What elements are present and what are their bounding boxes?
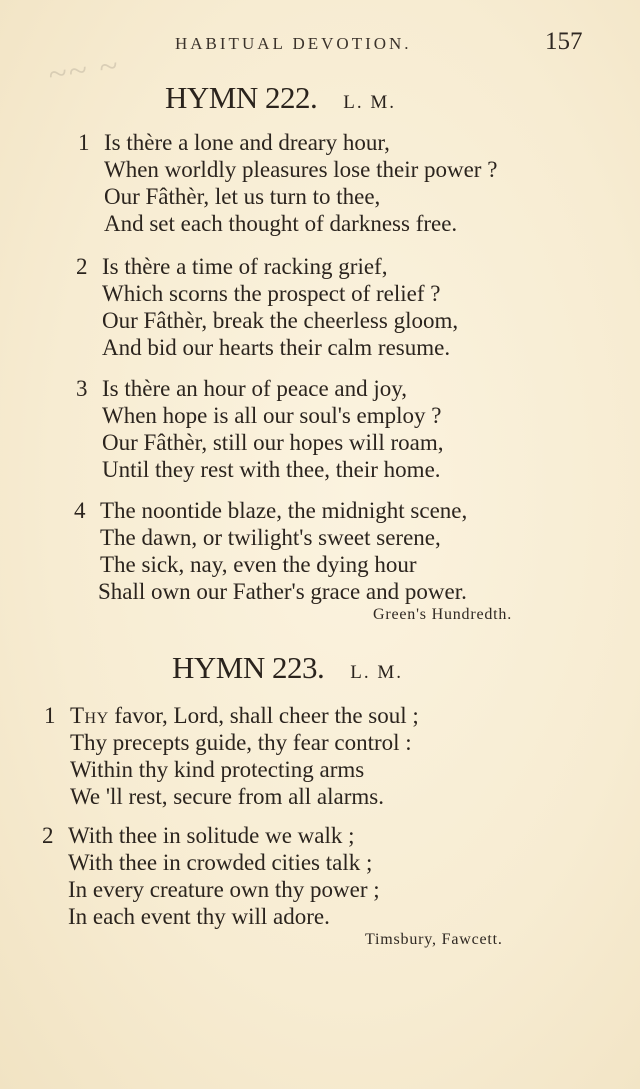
hymn-223-stanza-2-line-2: With thee in crowded cities talk ;	[68, 850, 373, 875]
hymn-222-meter: L. M.	[343, 92, 396, 113]
hymn-222-stanza-4-line-2: The dawn, or twilight's sweet serene,	[100, 525, 441, 550]
verse-text: Is thère a lone and dreary hour,	[104, 130, 390, 155]
hymn-222-stanza-2-line-4: And bid our hearts their calm resume.	[102, 335, 451, 360]
hymn-223-stanza-1-line-3: Within thy kind protecting arms	[70, 757, 365, 782]
hymn-222-stanza-2-line-2: Which scorns the prospect of relief ?	[102, 281, 441, 306]
stanza-number: 2	[42, 823, 54, 848]
hymn-223-stanza-2-line-1	[42, 823, 355, 849]
hymn-222-stanza-4-line-3: The sick, nay, even the dying hour	[100, 552, 417, 577]
stanza-number: 2	[76, 254, 88, 279]
hymn-222-stanza-3-line-1	[76, 376, 407, 402]
verse-text: The noontide blaze, the midnight scene,	[100, 498, 468, 523]
verse-text: Is thère an hour of peace and joy,	[102, 376, 408, 401]
hymn-223-stanza-1-line-4: We 'll rest, secure from all alarms.	[70, 784, 384, 809]
stanza-number: 1	[44, 703, 56, 728]
hymn-222-stanza-2-line-1	[76, 254, 387, 280]
hymn-222-stanza-1-line-4: And set each thought of darkness free.	[104, 211, 458, 236]
stanza-number: 4	[74, 498, 86, 523]
hymn-222-tune: Green's Hundredth.	[373, 606, 513, 623]
hymn-222-stanza-4-line-1	[74, 498, 467, 524]
stanza-number: 1	[78, 130, 90, 155]
hymn-223-number: HYMN 223.	[172, 650, 325, 685]
verse-text: Is thère a time of racking grief,	[102, 254, 388, 279]
stanza-number: 3	[76, 376, 88, 401]
hymn-222-stanza-1-line-1	[78, 130, 390, 156]
hymn-223-stanza-2-line-4: In each event thy will adore.	[68, 904, 330, 929]
hymn-223-title	[172, 650, 403, 686]
hymn-223-tune: Timsbury, Fawcett.	[365, 931, 503, 948]
hymn-223-stanza-1-line-1	[44, 703, 419, 729]
verse-text: favor, Lord, shall cheer the soul ;	[108, 703, 419, 728]
hymn-223-meter: L. M.	[350, 662, 403, 683]
verse-text: With thee in solitude we walk ;	[68, 823, 355, 848]
page-number: 157	[545, 28, 583, 55]
hymn-222-stanza-1-line-2: When worldly pleasures lose their power ?	[104, 157, 498, 182]
hymn-222-stanza-3-line-4: Until they rest with thee, their home.	[102, 457, 441, 482]
hymn-222-stanza-1-line-3: Our Fâthèr, let us turn to thee,	[104, 184, 381, 209]
hymn-223-stanza-1-line-2: Thy precepts guide, thy fear control :	[70, 730, 412, 755]
running-head: HABITUAL DEVOTION.	[175, 34, 412, 53]
hymn-222-stanza-3-line-3: Our Fâthèr, still our hopes will roam,	[102, 430, 444, 455]
hymn-222-title	[165, 80, 396, 116]
hymn-222-number: HYMN 222.	[165, 80, 318, 115]
first-word: Thy	[70, 703, 109, 728]
hymn-222-stanza-4-line-4: Shall own our Father's grace and power.	[98, 579, 467, 604]
hymn-223-stanza-2-line-3: In every creature own thy power ;	[68, 877, 380, 902]
pencil-mark: ~~ ~	[45, 47, 122, 94]
hymn-222-stanza-3-line-2: When hope is all our soul's employ ?	[102, 403, 442, 428]
hymn-222-stanza-2-line-3: Our Fâthèr, break the cheerless gloom,	[102, 308, 459, 333]
